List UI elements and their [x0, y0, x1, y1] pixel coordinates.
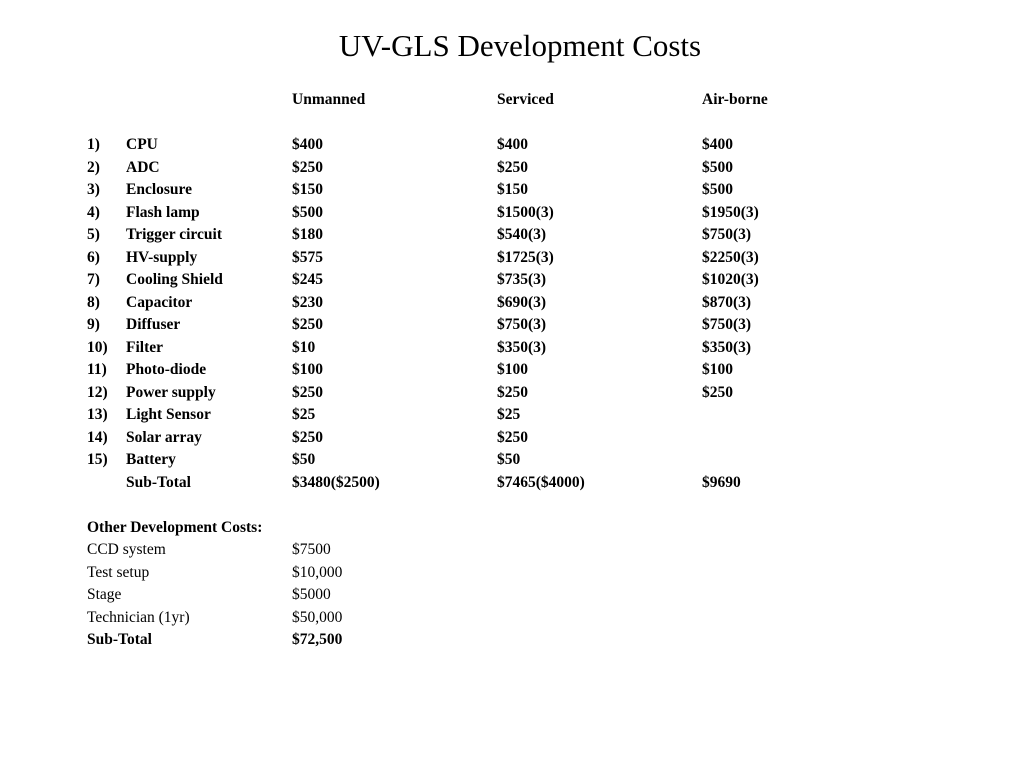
item-cost-serviced: $250	[497, 158, 528, 176]
item-number: 3)	[87, 181, 100, 198]
item-cost-airborne: $1950(3)	[702, 203, 759, 221]
item-name: Filter	[126, 338, 164, 356]
item-cost-airborne: $2250(3)	[702, 248, 759, 266]
item-cost-unmanned: $575	[292, 248, 323, 266]
other-cost-label: CCD system	[87, 541, 166, 558]
item-cost-serviced: $750(3)	[497, 316, 547, 333]
item-cost-serviced: $100	[497, 361, 528, 378]
item-cost-airborne: $750(3)	[702, 316, 752, 333]
item-name: Capacitor	[126, 293, 193, 311]
item-cost-unmanned: $180	[292, 226, 323, 243]
column-header-unmanned: Unmanned	[292, 91, 366, 108]
item-cost-unmanned: $100	[292, 361, 323, 378]
item-number: 9)	[87, 316, 100, 333]
item-name: CPU	[126, 136, 158, 153]
other-cost-value: $10,000	[292, 563, 343, 581]
item-name: Flash lamp	[126, 203, 200, 221]
item-cost-serviced: $250	[497, 383, 528, 401]
other-cost-value: $7500	[292, 541, 331, 558]
item-cost-serviced: $150	[497, 181, 528, 198]
item-name: Cooling Shield	[126, 271, 223, 288]
item-cost-airborne: $500	[702, 158, 733, 176]
item-name: Power supply	[126, 383, 216, 401]
item-cost-serviced: $400	[497, 136, 528, 153]
item-cost-airborne: $100	[702, 361, 733, 378]
item-cost-unmanned: $25	[292, 406, 316, 423]
other-subtotal-value: $72,500	[292, 631, 343, 648]
item-number: 12)	[87, 383, 108, 401]
item-cost-serviced: $50	[497, 451, 521, 468]
item-cost-unmanned: $250	[292, 316, 323, 333]
item-cost-serviced: $735(3)	[497, 271, 547, 288]
item-number: 1)	[87, 136, 100, 153]
item-name: Enclosure	[126, 181, 193, 198]
item-number: 15)	[87, 451, 108, 468]
item-cost-airborne: $400	[702, 136, 733, 153]
column-header-serviced: Serviced	[497, 91, 554, 108]
subtotal-serviced: $7465($4000)	[497, 473, 585, 491]
item-name: Battery	[126, 451, 176, 468]
column-header-airborne: Air-borne	[702, 91, 768, 108]
item-name: Light Sensor	[126, 406, 211, 423]
item-number: 11)	[87, 361, 107, 378]
subtotal-airborne: $9690	[702, 473, 741, 491]
page-title: UV-GLS Development Costs	[338, 28, 702, 63]
item-cost-unmanned: $150	[292, 181, 323, 198]
subtotal-label: Sub-Total	[126, 473, 191, 491]
item-number: 4)	[87, 203, 100, 221]
item-number: 7)	[87, 271, 100, 288]
item-number: 13)	[87, 406, 108, 423]
item-cost-unmanned: $250	[292, 428, 323, 446]
item-cost-unmanned: $245	[292, 271, 323, 288]
item-number: 8)	[87, 293, 100, 311]
other-cost-label: Test setup	[87, 563, 150, 581]
item-cost-airborne: $250	[702, 383, 733, 401]
other-cost-label: Stage	[87, 586, 122, 603]
item-name: Photo-diode	[126, 361, 207, 378]
item-name: Solar array	[126, 428, 202, 446]
item-number: 2)	[87, 158, 100, 176]
other-costs-heading: Other Development Costs:	[87, 518, 263, 536]
item-number: 14)	[87, 428, 108, 446]
item-cost-airborne: $870(3)	[702, 293, 752, 311]
item-cost-serviced: $690(3)	[497, 293, 547, 311]
subtotal-unmanned: $3480($2500)	[292, 473, 380, 491]
item-cost-airborne: $350(3)	[702, 338, 752, 356]
item-name: HV-supply	[126, 248, 198, 266]
item-cost-serviced: $250	[497, 428, 528, 446]
item-cost-unmanned: $250	[292, 383, 323, 401]
item-cost-serviced: $1500(3)	[497, 203, 554, 221]
item-cost-airborne: $500	[702, 181, 733, 198]
item-cost-serviced: $350(3)	[497, 338, 547, 356]
item-number: 6)	[87, 248, 100, 266]
item-cost-serviced: $1725(3)	[497, 248, 554, 266]
item-cost-unmanned: $400	[292, 136, 323, 153]
item-name: Diffuser	[126, 316, 181, 333]
other-subtotal-label: Sub-Total	[87, 631, 152, 648]
item-cost-airborne: $750(3)	[702, 226, 752, 243]
other-cost-label: Technician (1yr)	[87, 608, 190, 626]
item-cost-unmanned: $230	[292, 293, 323, 311]
item-cost-serviced: $25	[497, 406, 521, 423]
item-cost-airborne: $1020(3)	[702, 271, 759, 288]
item-cost-unmanned: $50	[292, 451, 316, 468]
item-name: ADC	[126, 158, 160, 176]
item-number: 10)	[87, 338, 108, 356]
item-cost-unmanned: $500	[292, 203, 323, 221]
item-cost-serviced: $540(3)	[497, 226, 547, 243]
other-cost-value: $5000	[292, 586, 331, 603]
item-cost-unmanned: $10	[292, 338, 316, 356]
item-number: 5)	[87, 226, 100, 243]
item-cost-unmanned: $250	[292, 158, 323, 176]
other-cost-value: $50,000	[292, 608, 343, 626]
item-name: Trigger circuit	[126, 226, 222, 243]
